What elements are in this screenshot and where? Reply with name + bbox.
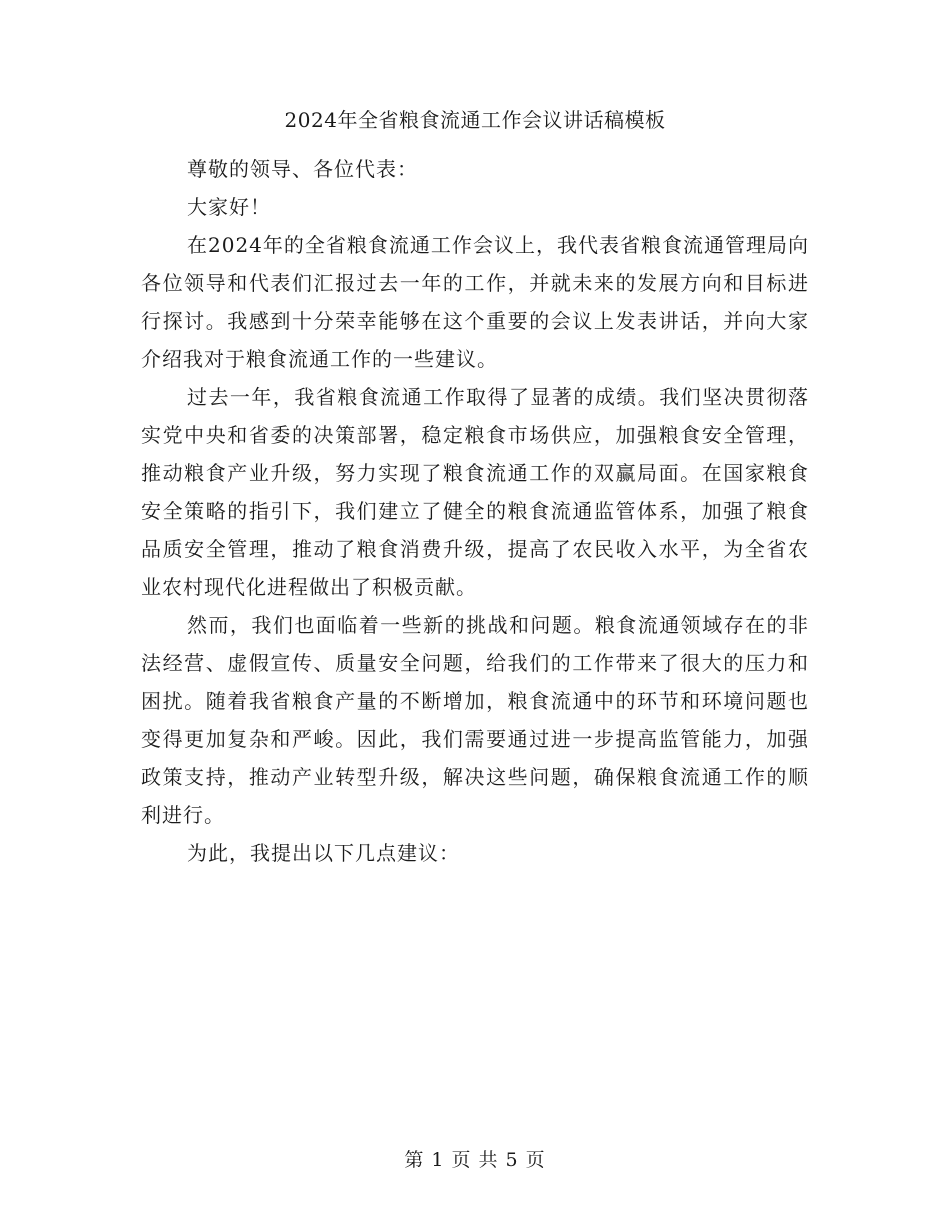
greeting: 大家好！ <box>187 195 271 219</box>
paragraph-achievements: 过去一年，我省粮食流通工作取得了显著的成绩。我们坚决贯彻落实党中央和省委的决策部署，稳定粮食市场供应，加强粮食安全管理，推动粮食产业升级，努力实现了粮食流通工作的双赢局面。在国家粮食安全策略的指引下，我们建立了健全的粮食流通监管体系，加强了粮食品质安全管理，推动了粮食消费升级，提高了农民收入水平，为全省农业农村现代化进程做出了积极贡献。 <box>141 385 809 599</box>
paragraph-challenges: 然而，我们也面临着一些新的挑战和问题。粮食流通领域存在的非法经营、虚假宣传、质量安全问题，给我们的工作带来了很大的压力和困扰。随着我省粮食产量的不断增加，粮食流通中的环节和环境问题也变得更加复杂和严峻。因此，我们需要通过进一步提高监管能力，加强政策支持，推动产业转型升级，解决这些问题，确保粮食流通工作的顺利进行。 <box>141 613 809 827</box>
paragraph-suggestions-intro: 为此，我提出以下几点建议： <box>187 841 460 865</box>
document-body <box>141 150 809 872</box>
paragraph-intro: 在2024年的全省粮食流通工作会议上，我代表省粮食流通管理局向各位领导和代表们汇报过去一年的工作，并就未来的发展方向和目标进行探讨。我感到十分荣幸能够在这个重要的会议上发表讲话，并向大家介绍我对于粮食流通工作的一些建议。 <box>141 233 809 371</box>
salutation: 尊敬的领导、各位代表： <box>187 157 418 181</box>
page-footer: 第 1 页 共 5 页 <box>404 1149 546 1171</box>
document-title: 2024年全省粮食流通工作会议讲话稿模板 <box>284 108 666 132</box>
